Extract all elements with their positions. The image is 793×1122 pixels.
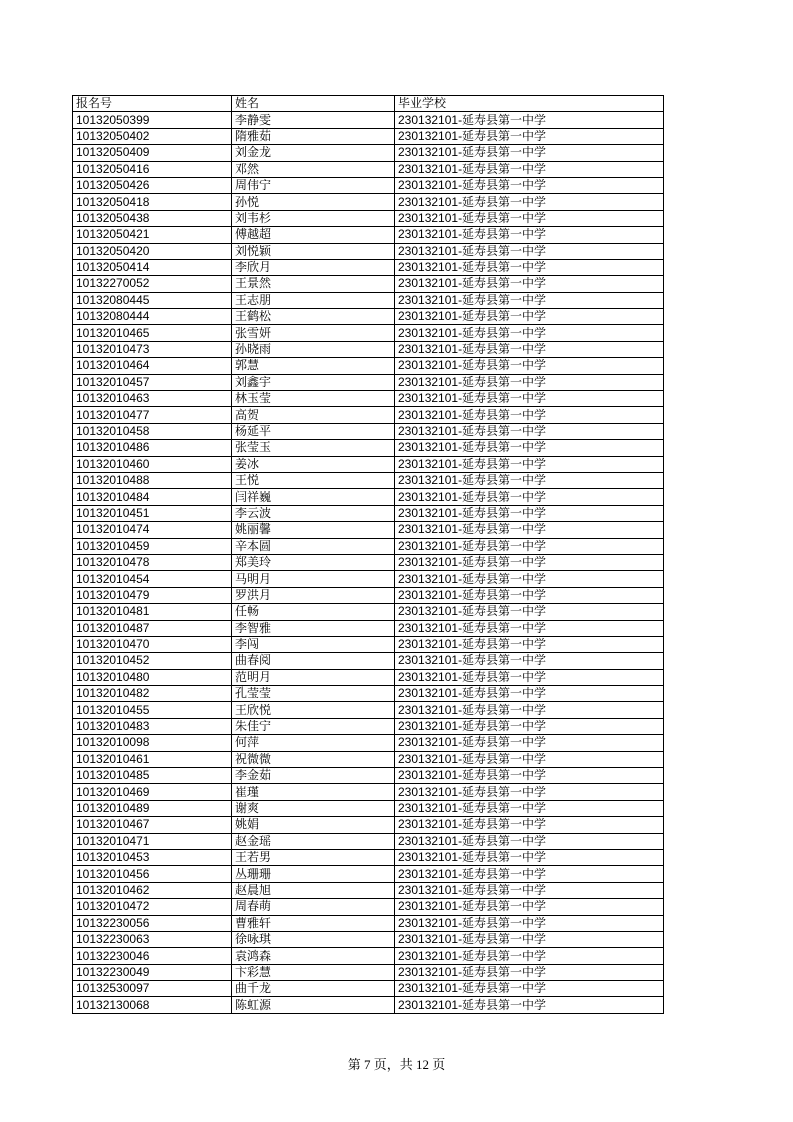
registration-number-cell: 10132010481 (73, 604, 232, 620)
student-name-cell: 刘鑫宇 (232, 374, 395, 390)
table-row (73, 194, 664, 210)
table-row (73, 374, 664, 390)
table-row (73, 931, 664, 947)
table-row (73, 472, 664, 488)
graduation-school-cell: 230132101-延寿县第一中学 (395, 522, 664, 538)
table-row (73, 440, 664, 456)
student-name-cell: 曲千龙 (232, 981, 395, 997)
registration-number-cell: 10132530097 (73, 981, 232, 997)
column-header-registration-number: 报名号 (73, 96, 232, 112)
registration-number-cell: 10132270052 (73, 276, 232, 292)
graduation-school-cell: 230132101-延寿县第一中学 (395, 751, 664, 767)
table-row (73, 391, 664, 407)
registration-number-cell: 10132230063 (73, 931, 232, 947)
graduation-school-cell: 230132101-延寿县第一中学 (395, 800, 664, 816)
graduation-school-cell: 230132101-延寿县第一中学 (395, 423, 664, 439)
registration-number-cell: 10132050426 (73, 177, 232, 193)
graduation-school-cell: 230132101-延寿县第一中学 (395, 472, 664, 488)
student-name-cell: 闫祥巍 (232, 489, 395, 505)
table-row (73, 800, 664, 816)
graduation-school-cell: 230132101-延寿县第一中学 (395, 554, 664, 570)
student-name-cell: 刘韦杉 (232, 210, 395, 226)
student-name-cell: 邓然 (232, 161, 395, 177)
registration-number-cell: 10132010454 (73, 571, 232, 587)
graduation-school-cell: 230132101-延寿县第一中学 (395, 604, 664, 620)
student-table (72, 95, 664, 1014)
registration-number-cell: 10132010470 (73, 636, 232, 652)
table-row (73, 325, 664, 341)
graduation-school-cell: 230132101-延寿县第一中学 (395, 177, 664, 193)
student-name-cell: 曹雅轩 (232, 915, 395, 931)
registration-number-cell: 10132050421 (73, 227, 232, 243)
table-row (73, 620, 664, 636)
column-header-name: 姓名 (232, 96, 395, 112)
table-row (73, 669, 664, 685)
graduation-school-cell: 230132101-延寿县第一中学 (395, 817, 664, 833)
registration-number-cell: 10132050402 (73, 128, 232, 144)
registration-number-cell: 10132080444 (73, 309, 232, 325)
graduation-school-cell: 230132101-延寿县第一中学 (395, 702, 664, 718)
student-name-cell: 陈虹源 (232, 997, 395, 1013)
graduation-school-cell: 230132101-延寿县第一中学 (395, 374, 664, 390)
table-row (73, 145, 664, 161)
table-row (73, 915, 664, 931)
student-name-cell: 朱佳宁 (232, 718, 395, 734)
student-name-cell: 李闯 (232, 636, 395, 652)
registration-number-cell: 10132230056 (73, 915, 232, 931)
table-row (73, 604, 664, 620)
registration-number-cell: 10132010480 (73, 669, 232, 685)
student-name-cell: 王景然 (232, 276, 395, 292)
student-name-cell: 姚丽馨 (232, 522, 395, 538)
graduation-school-cell: 230132101-延寿县第一中学 (395, 112, 664, 128)
graduation-school-cell: 230132101-延寿县第一中学 (395, 768, 664, 784)
table-row (73, 636, 664, 652)
registration-number-cell: 10132010471 (73, 833, 232, 849)
registration-number-cell: 10132230046 (73, 948, 232, 964)
registration-number-cell: 10132010456 (73, 866, 232, 882)
graduation-school-cell: 230132101-延寿县第一中学 (395, 735, 664, 751)
graduation-school-cell: 230132101-延寿县第一中学 (395, 784, 664, 800)
graduation-school-cell: 230132101-延寿县第一中学 (395, 571, 664, 587)
registration-number-cell: 10132010453 (73, 849, 232, 865)
graduation-school-cell: 230132101-延寿县第一中学 (395, 358, 664, 374)
student-name-cell: 徐咏琪 (232, 931, 395, 947)
graduation-school-cell: 230132101-延寿县第一中学 (395, 686, 664, 702)
table-row (73, 489, 664, 505)
registration-number-cell: 10132010467 (73, 817, 232, 833)
registration-number-cell: 10132050409 (73, 145, 232, 161)
student-name-cell: 曲春阅 (232, 653, 395, 669)
graduation-school-cell: 230132101-延寿县第一中学 (395, 210, 664, 226)
student-name-cell: 杨延平 (232, 423, 395, 439)
table-row (73, 997, 664, 1013)
registration-number-cell: 10132010483 (73, 718, 232, 734)
table-row (73, 341, 664, 357)
registration-number-cell: 10132010459 (73, 538, 232, 554)
student-name-cell: 崔瑾 (232, 784, 395, 800)
graduation-school-cell: 230132101-延寿县第一中学 (395, 636, 664, 652)
registration-number-cell: 10132010485 (73, 768, 232, 784)
table-row (73, 456, 664, 472)
table-row (73, 702, 664, 718)
table-row (73, 128, 664, 144)
table-row (73, 259, 664, 275)
table-row (73, 210, 664, 226)
column-header-graduation-school: 毕业学校 (395, 96, 664, 112)
student-name-cell: 辛本圆 (232, 538, 395, 554)
student-name-cell: 周伟宁 (232, 177, 395, 193)
registration-number-cell: 10132010461 (73, 751, 232, 767)
table-row (73, 243, 664, 259)
registration-number-cell: 10132010451 (73, 505, 232, 521)
graduation-school-cell: 230132101-延寿县第一中学 (395, 243, 664, 259)
student-name-cell: 周春萌 (232, 899, 395, 915)
registration-number-cell: 10132010482 (73, 686, 232, 702)
table-row (73, 554, 664, 570)
graduation-school-cell: 230132101-延寿县第一中学 (395, 718, 664, 734)
registration-number-cell: 10132010484 (73, 489, 232, 505)
student-name-cell: 罗洪月 (232, 587, 395, 603)
graduation-school-cell: 230132101-延寿县第一中学 (395, 145, 664, 161)
graduation-school-cell: 230132101-延寿县第一中学 (395, 849, 664, 865)
student-name-cell: 张莹玉 (232, 440, 395, 456)
graduation-school-cell: 230132101-延寿县第一中学 (395, 259, 664, 275)
student-name-cell: 刘悦颖 (232, 243, 395, 259)
table-row (73, 964, 664, 980)
graduation-school-cell: 230132101-延寿县第一中学 (395, 227, 664, 243)
table-row (73, 735, 664, 751)
page-number: 第 7 页，共 12 页 (347, 1057, 446, 1072)
graduation-school-cell: 230132101-延寿县第一中学 (395, 325, 664, 341)
student-name-cell: 张雪妍 (232, 325, 395, 341)
graduation-school-cell: 230132101-延寿县第一中学 (395, 587, 664, 603)
registration-number-cell: 10132010477 (73, 407, 232, 423)
graduation-school-cell: 230132101-延寿县第一中学 (395, 128, 664, 144)
table-row (73, 768, 664, 784)
student-name-cell: 卞彩慧 (232, 964, 395, 980)
table-row (73, 423, 664, 439)
table-row (73, 177, 664, 193)
student-name-cell: 孙悦 (232, 194, 395, 210)
student-name-cell: 马明月 (232, 571, 395, 587)
student-name-cell: 李云波 (232, 505, 395, 521)
student-name-cell: 祝微微 (232, 751, 395, 767)
table-row (73, 849, 664, 865)
graduation-school-cell: 230132101-延寿县第一中学 (395, 505, 664, 521)
registration-number-cell: 10132010464 (73, 358, 232, 374)
registration-number-cell: 10132050416 (73, 161, 232, 177)
graduation-school-cell: 230132101-延寿县第一中学 (395, 964, 664, 980)
student-name-cell: 李静雯 (232, 112, 395, 128)
table-row (73, 292, 664, 308)
student-name-cell: 赵晨旭 (232, 882, 395, 898)
graduation-school-cell: 230132101-延寿县第一中学 (395, 866, 664, 882)
table-row (73, 899, 664, 915)
graduation-school-cell: 230132101-延寿县第一中学 (395, 931, 664, 947)
registration-number-cell: 10132010465 (73, 325, 232, 341)
graduation-school-cell: 230132101-延寿县第一中学 (395, 538, 664, 554)
table-row (73, 833, 664, 849)
registration-number-cell: 10132010098 (73, 735, 232, 751)
student-name-cell: 丛珊珊 (232, 866, 395, 882)
student-name-cell: 王鹤松 (232, 309, 395, 325)
student-name-cell: 林玉莹 (232, 391, 395, 407)
registration-number-cell: 10132230049 (73, 964, 232, 980)
student-name-cell: 何萍 (232, 735, 395, 751)
table-row (73, 276, 664, 292)
table-row (73, 358, 664, 374)
student-name-cell: 姚娟 (232, 817, 395, 833)
table-row (73, 227, 664, 243)
student-name-cell: 范明月 (232, 669, 395, 685)
table-row (73, 751, 664, 767)
registration-number-cell: 10132010489 (73, 800, 232, 816)
student-name-cell: 李智雅 (232, 620, 395, 636)
table-row (73, 653, 664, 669)
student-name-cell: 王悦 (232, 472, 395, 488)
graduation-school-cell: 230132101-延寿县第一中学 (395, 981, 664, 997)
graduation-school-cell: 230132101-延寿县第一中学 (395, 620, 664, 636)
graduation-school-cell: 230132101-延寿县第一中学 (395, 391, 664, 407)
registration-number-cell: 10132010458 (73, 423, 232, 439)
registration-number-cell: 10132050414 (73, 259, 232, 275)
table-body (73, 112, 664, 1013)
registration-number-cell: 10132130068 (73, 997, 232, 1013)
registration-number-cell: 10132050399 (73, 112, 232, 128)
graduation-school-cell: 230132101-延寿县第一中学 (395, 456, 664, 472)
graduation-school-cell: 230132101-延寿县第一中学 (395, 161, 664, 177)
student-name-cell: 孔莹莹 (232, 686, 395, 702)
registration-number-cell: 10132050438 (73, 210, 232, 226)
graduation-school-cell: 230132101-延寿县第一中学 (395, 899, 664, 915)
student-name-cell: 李金茹 (232, 768, 395, 784)
table-row (73, 407, 664, 423)
student-name-cell: 姜冰 (232, 456, 395, 472)
registration-number-cell: 10132010462 (73, 882, 232, 898)
student-name-cell: 李欣月 (232, 259, 395, 275)
registration-number-cell: 10132010457 (73, 374, 232, 390)
student-name-cell: 谢爽 (232, 800, 395, 816)
graduation-school-cell: 230132101-延寿县第一中学 (395, 489, 664, 505)
registration-number-cell: 10132050420 (73, 243, 232, 259)
registration-number-cell: 10132050418 (73, 194, 232, 210)
registration-number-cell: 10132010487 (73, 620, 232, 636)
registration-number-cell: 10132010455 (73, 702, 232, 718)
table-row (73, 882, 664, 898)
registration-number-cell: 10132010478 (73, 554, 232, 570)
table-row (73, 817, 664, 833)
student-name-cell: 孙晓雨 (232, 341, 395, 357)
table-row (73, 981, 664, 997)
registration-number-cell: 10132010479 (73, 587, 232, 603)
graduation-school-cell: 230132101-延寿县第一中学 (395, 194, 664, 210)
registration-number-cell: 10132010463 (73, 391, 232, 407)
student-name-cell: 刘金龙 (232, 145, 395, 161)
table-row (73, 784, 664, 800)
table-row (73, 505, 664, 521)
header-row (73, 96, 664, 112)
graduation-school-cell: 230132101-延寿县第一中学 (395, 440, 664, 456)
table-row (73, 309, 664, 325)
registration-number-cell: 10132010469 (73, 784, 232, 800)
registration-number-cell: 10132010473 (73, 341, 232, 357)
table-header (73, 96, 664, 112)
student-name-cell: 高贺 (232, 407, 395, 423)
table-row (73, 538, 664, 554)
graduation-school-cell: 230132101-延寿县第一中学 (395, 276, 664, 292)
registration-number-cell: 10132010460 (73, 456, 232, 472)
student-name-cell: 王若男 (232, 849, 395, 865)
registration-number-cell: 10132010474 (73, 522, 232, 538)
table-row (73, 161, 664, 177)
graduation-school-cell: 230132101-延寿县第一中学 (395, 833, 664, 849)
graduation-school-cell: 230132101-延寿县第一中学 (395, 292, 664, 308)
graduation-school-cell: 230132101-延寿县第一中学 (395, 882, 664, 898)
student-name-cell: 郭慧 (232, 358, 395, 374)
student-name-cell: 袁鸿森 (232, 948, 395, 964)
graduation-school-cell: 230132101-延寿县第一中学 (395, 915, 664, 931)
student-name-cell: 王志朋 (232, 292, 395, 308)
graduation-school-cell: 230132101-延寿县第一中学 (395, 653, 664, 669)
graduation-school-cell: 230132101-延寿县第一中学 (395, 309, 664, 325)
registration-number-cell: 10132010488 (73, 472, 232, 488)
graduation-school-cell: 230132101-延寿县第一中学 (395, 997, 664, 1013)
table-row (73, 112, 664, 128)
graduation-school-cell: 230132101-延寿县第一中学 (395, 948, 664, 964)
table-row (73, 587, 664, 603)
table-row (73, 866, 664, 882)
registration-number-cell: 10132010486 (73, 440, 232, 456)
graduation-school-cell: 230132101-延寿县第一中学 (395, 341, 664, 357)
student-name-cell: 郑美玲 (232, 554, 395, 570)
student-name-cell: 赵金瑶 (232, 833, 395, 849)
table-row (73, 718, 664, 734)
student-name-cell: 王欣悦 (232, 702, 395, 718)
table-row (73, 948, 664, 964)
registration-number-cell: 10132010452 (73, 653, 232, 669)
student-name-cell: 傅越超 (232, 227, 395, 243)
table-row (73, 522, 664, 538)
student-name-cell: 隋雅茹 (232, 128, 395, 144)
registration-number-cell: 10132080445 (73, 292, 232, 308)
graduation-school-cell: 230132101-延寿县第一中学 (395, 669, 664, 685)
student-name-cell: 任畅 (232, 604, 395, 620)
table-row (73, 686, 664, 702)
graduation-school-cell: 230132101-延寿县第一中学 (395, 407, 664, 423)
registration-number-cell: 10132010472 (73, 899, 232, 915)
table-row (73, 571, 664, 587)
